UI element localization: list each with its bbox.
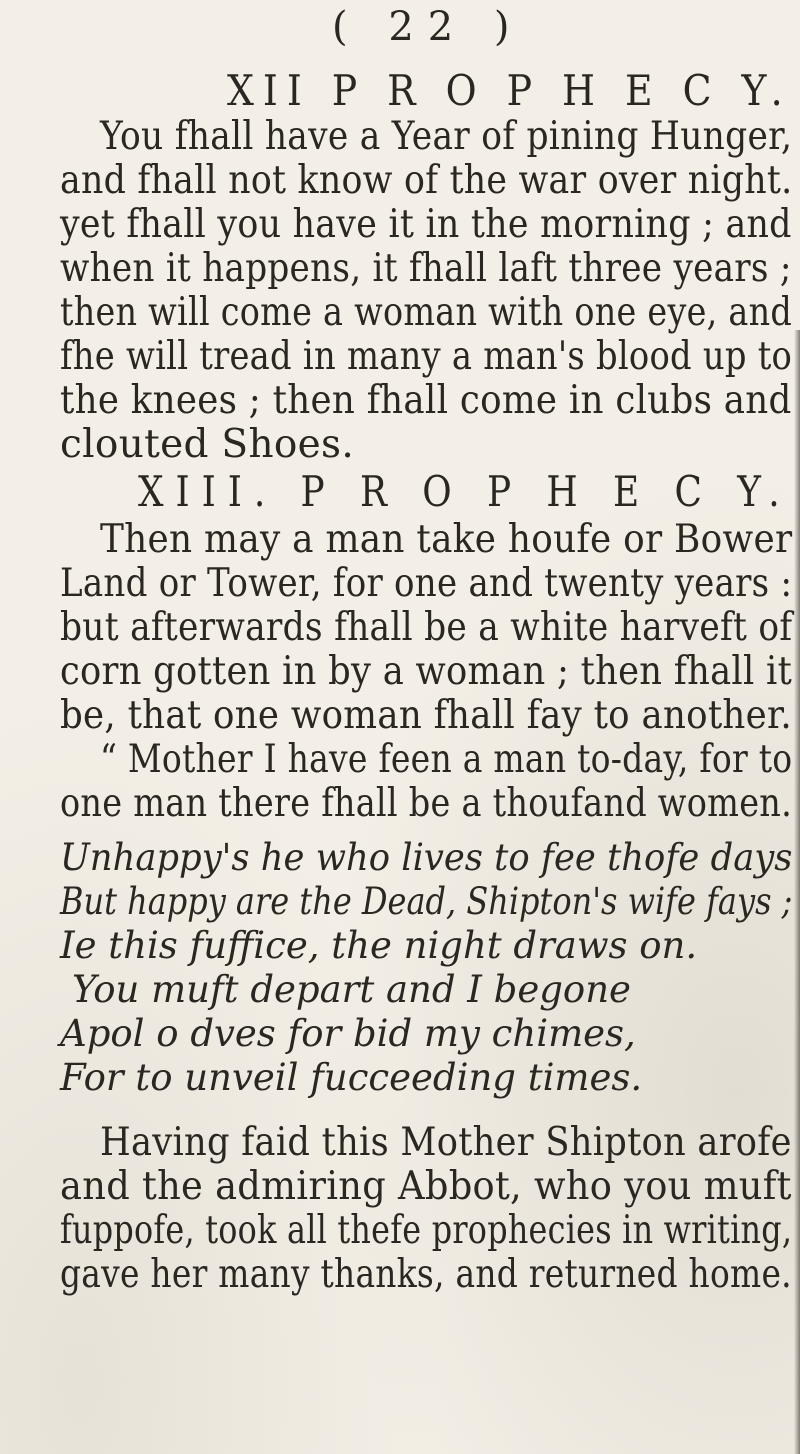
text-line: be, that one woman fhall fay to another. bbox=[60, 693, 792, 738]
text-line: and fhall not know of the war over night. bbox=[60, 158, 793, 203]
text-line: Having faid this Mother Shipton arofe bbox=[100, 1120, 792, 1165]
page-number: ( 22 ) bbox=[332, 4, 524, 50]
text-line: but afterwards fhall be a white harveft of bbox=[60, 605, 793, 650]
text-line: the knees ; then fhall come in clubs and bbox=[60, 378, 792, 423]
text-line: fuppofe, took all thefe prophecies in writing, bbox=[60, 1208, 793, 1253]
section-heading-xiii: XIII. P R O P H E C Y. bbox=[138, 467, 792, 516]
text-line: clouted Shoes. bbox=[60, 422, 355, 467]
text-line: fhe will tread in many a man's blood up to bbox=[60, 334, 793, 379]
text-line: You fhall have a Year of pining Hunger, bbox=[100, 114, 793, 159]
verse-line: Apol o dves for bid my chimes, bbox=[60, 1012, 636, 1055]
text-line: “ Mother I have feen a man to-day, for to bbox=[100, 737, 793, 782]
text-line: yet fhall you have it in the morning ; and bbox=[60, 202, 792, 247]
text-line: one man there fhall be a thoufand women. bbox=[60, 781, 793, 826]
section-heading-xii: XII P R O P H E C Y. bbox=[227, 66, 792, 115]
verse-line: For to unveil fucceeding times. bbox=[60, 1056, 643, 1099]
text-line: when it happens, it fhall laft three years ; bbox=[60, 246, 792, 291]
text-line: Then may a man take houfe or Bower bbox=[100, 517, 793, 562]
text-line: then will come a woman with one eye, and bbox=[60, 290, 793, 335]
text-line: and the admiring Abbot, who you muft bbox=[60, 1164, 792, 1209]
verse-line: Ie this fuffice, the night draws on. bbox=[60, 924, 698, 967]
text-line: corn gotten in by a woman ; then fhall it bbox=[60, 649, 793, 694]
verse-line: Unhappy's he who lives to fee thofe days bbox=[60, 836, 793, 879]
verse-line: But happy are the Dead, Shipton's wife fays ; bbox=[60, 880, 793, 923]
text-line: gave her many thanks, and returned home. bbox=[60, 1252, 792, 1297]
verse-line: You muft depart and I begone bbox=[72, 968, 631, 1011]
text-line: Land or Tower, for one and twenty years : bbox=[60, 561, 793, 606]
page-edge-shadow bbox=[794, 330, 800, 1454]
